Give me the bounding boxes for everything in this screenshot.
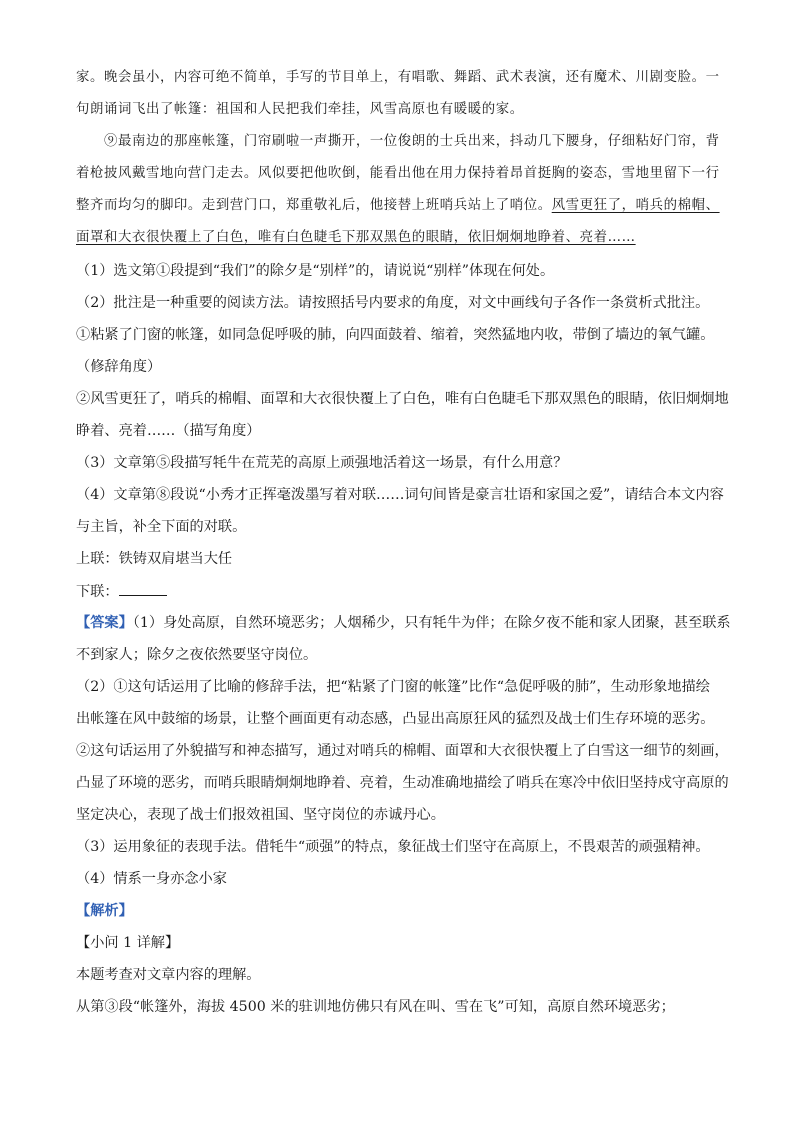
- answer-2-item-2-cont: 凸显了环境的恶劣，而哨兵眼睛炯炯地睁着、亮着，生动准确地描绘了哨兵在寒冷中依旧坚持戍守高原的: [76, 775, 729, 791]
- answer-4: （4）情系一身亦念小家: [76, 871, 227, 887]
- question-2-item-2: ②风雪更狂了，哨兵的棉帽、面罩和大衣很快覆上了白色，唯有白色睫毛下那双黑色的眼睛，依旧炯炯地: [76, 391, 729, 407]
- answer-line: [76, 613, 731, 633]
- upper-couplet: 上联：铁铸双肩堪当大任: [76, 551, 233, 567]
- passage-text: 整齐而均匀的脚印。走到营门口，郑重敬礼后，他接替上班哨兵站上了哨位。: [76, 198, 552, 213]
- question-3: （3）文章第⑤段描写牦牛在荒芜的高原上顽强地活着这一场景，有什么用意？: [76, 455, 568, 471]
- question-1: （1）选文第①段提到“我们”的除夕是“别样”的，请说说“别样”体现在何处。: [76, 263, 555, 279]
- passage-paragraph-9: ⑨最南边的那座帐篷，门帘刷啦一声撕开，一位俊朗的士兵出来，抖动几下腰身，仔细粘好门帘，背: [104, 134, 720, 149]
- question-2: （2）批注是一种重要的阅读方法。请按照括号内要求的角度，对文中画线句子各作一条赏析式批注。: [76, 295, 710, 311]
- analysis-line: 从第③段“帐篷外，海拔 4500 米的驻训地仿佛只有风在叫、雪在飞”可知，高原自然环境恶劣；: [76, 999, 675, 1015]
- analysis-subtitle: 【小问 1 详解】: [76, 935, 180, 951]
- passage-line: [76, 196, 720, 216]
- answer-1: （1）身处高原，自然环境恶劣；人烟稀少，只有牦牛为伴；在除夕夜不能和家人团聚，甚至联系: [132, 615, 731, 631]
- question-4-cont: 与主旨，补全下面的对联。: [76, 519, 247, 535]
- answer-2-item-2: ②这句话运用了外貌描写和神态描写，通过对哨兵的棉帽、面罩和大衣很快覆上了白雪这一细节的刻画，: [76, 743, 729, 759]
- passage-line: 着枪披风戴雪地向营门走去。风似要把他吹倒，能看出他在用力保持着昂首挺胸的姿态，雪地里留下一行: [76, 166, 720, 181]
- underlined-sentence: 面罩和大衣很快覆上了白色，唯有白色睫毛下那双黑色的眼睛，依旧炯炯地睁着、亮着……: [76, 230, 636, 245]
- question-2-item-2-angle: 睁着、亮着……（描写角度）: [76, 423, 261, 439]
- passage-line: 句朗诵词飞出了帐篷：祖国和人民把我们牵挂，风雪高原也有暖暖的家。: [76, 102, 524, 117]
- answer-2-item-1-cont: 出帐篷在风中鼓缩的场景，让整个画面更有动态感，凸显出高原狂风的猛烈及战士们生存环境的恶劣。: [76, 711, 715, 727]
- question-4: （4）文章第⑧段说“小秀才正挥毫泼墨写着对联……词句间皆是豪言壮语和家国之爱”，请结合本文内容: [76, 487, 724, 503]
- question-2-item-1: ①粘紧了门窗的帐篷，如同急促呼吸的肺，向四面鼓着、缩着，突然猛地内收，带倒了墙边的氧气罐。: [76, 327, 715, 343]
- answer-tag: 【答案】: [76, 615, 133, 631]
- answer-2-item-2-cont: 坚定决心，表现了战士们报效祖国、坚守岗位的赤诚丹心。: [76, 807, 445, 823]
- answer-3: （3）运用象征的表现手法。借牦牛“顽强”的特点，象征战士们坚守在高原上，不畏艰苦的顽强精神。: [76, 839, 710, 855]
- underlined-sentence: 风雪更狂了，哨兵的棉帽、: [551, 198, 720, 213]
- answer-blank: [119, 581, 167, 596]
- analysis-tag: 【解析】: [76, 903, 133, 919]
- lower-couplet-label: 下联：: [76, 584, 119, 600]
- answer-1-cont: 不到家人；除夕之夜依然要坚守岗位。: [76, 647, 318, 663]
- lower-couplet: [76, 581, 167, 602]
- analysis-line: 本题考查对文章内容的理解。: [76, 967, 261, 983]
- answer-2-item-1: （2）①这句话运用了比喻的修辞手法，把“粘紧了门窗的帐篷”比作“急促呼吸的肺”，生动形象地描绘: [76, 679, 710, 695]
- question-2-item-1-angle: （修辞角度）: [76, 359, 162, 375]
- passage-line: 家。晚会虽小，内容可绝不简单，手写的节目单上，有唱歌、舞蹈、武术表演，还有魔术、川剧变脸。一: [76, 70, 720, 85]
